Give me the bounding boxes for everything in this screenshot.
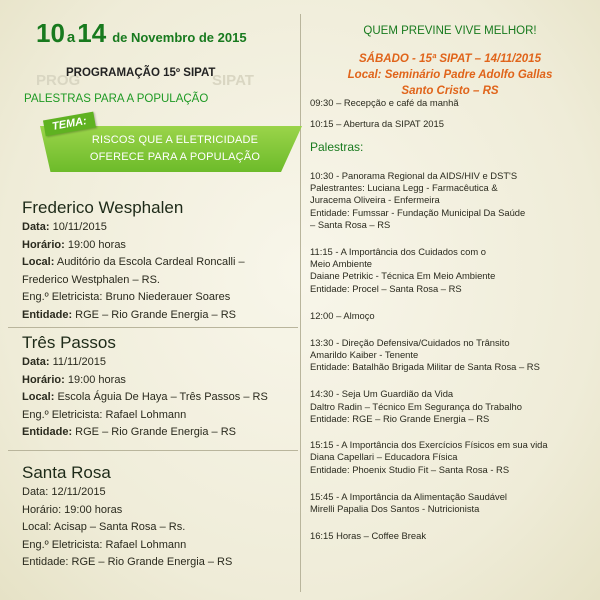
section-divider: [8, 450, 298, 451]
event-date-line: SÁBADO - 15ª SIPAT – 14/11/2015: [359, 53, 541, 65]
event-dates: [36, 18, 247, 49]
city-line: Eng.º Eletricista: Rafael Lohmann: [22, 408, 187, 421]
city-name: Três Passos: [22, 333, 116, 352]
talk-line: Mirelli Papalia Dos Santos - Nutricionista: [310, 503, 480, 514]
talk-line: Amarildo Kaiber - Tenente: [310, 349, 419, 360]
city-block-tres-passos: [22, 333, 294, 442]
talk-line: 13:30 - Direção Defensiva/Cuidados no Trânsito: [310, 337, 510, 348]
talk-line: Entidade: Procel – Santa Rosa – RS: [310, 283, 462, 294]
tema-line-2: OFERECE PARA A POPULAÇÃO: [89, 151, 261, 163]
ghost-text-watermark: PROG: [36, 72, 81, 89]
city-line: Data: 11/11/2015: [22, 356, 106, 368]
talk-line: Juracema Oliveira - Enfermeira: [310, 194, 440, 205]
city-block-frederico: [22, 198, 294, 324]
talk-line: Entidade: Phoenix Studio Fit – Santa Rosa - RS: [310, 464, 510, 475]
city-line: Eng.º Eletricista: Rafael Lohmann: [22, 538, 187, 551]
talk-line: 15:45 - A Importância da Alimentação Saudável: [310, 491, 508, 502]
talk-line: Palestrantes: Luciana Legg - Farmacêutica &: [310, 182, 498, 193]
event-info: [300, 51, 600, 99]
city-line: Data: 10/11/2015: [22, 221, 107, 233]
talk-line: Entidade: RGE – Rio Grande Energia – RS: [310, 413, 490, 424]
talk-line: 16:15 Horas – Coffee Break: [310, 530, 427, 541]
talk-line: 11:15 - A Importância dos Cuidados com o: [310, 246, 486, 257]
talk-line: 15:15 - A Importância dos Exercícios Físicos em sua vida: [310, 439, 548, 450]
palestras-heading: Palestras:: [310, 140, 364, 154]
city-line: Entidade: RGE – Rio Grande Energia – RS: [22, 308, 236, 321]
month-year: de Novembro de 2015: [112, 30, 247, 45]
city-line: Horário: 19:00 horas: [22, 503, 123, 516]
slogan: QUEM PREVINE VIVE MELHOR!: [363, 25, 537, 37]
talk-line: Diana Capellari – Educadora Física: [310, 451, 458, 462]
day-start: 10: [36, 18, 65, 48]
talk-line: Meio Ambiente: [310, 258, 373, 269]
schedule-item: 10:15 – Abertura da SIPAT 2015: [310, 118, 444, 129]
programacao-title: PROGRAMAÇÃO 15º SIPAT: [66, 67, 216, 79]
talk-line: 14:30 - Seja Um Guardião da Vida: [310, 388, 454, 399]
tema-text: [60, 132, 290, 166]
date-connector: a: [66, 29, 76, 46]
ghost-text-watermark-2: SIPAT: [212, 72, 254, 89]
column-divider: [300, 14, 301, 592]
palestras-subtitle: PALESTRAS PARA A POPULAÇÃO: [24, 93, 209, 105]
city-line: Horário: 19:00 horas: [22, 373, 126, 386]
city-line: Entidade: RGE – Rio Grande Energia – RS: [22, 556, 233, 568]
section-divider: [8, 327, 298, 328]
city-line: Eng.º Eletricista: Bruno Niederauer Soares: [22, 291, 231, 303]
city-line: Entidade: RGE – Rio Grande Energia – RS: [22, 426, 236, 438]
talk-line: – Santa Rosa – RS: [310, 219, 391, 230]
talk-line: 10:30 - Panorama Regional da AIDS/HIV e DST'S: [310, 170, 518, 181]
city-line: Local: Escola Águia De Haya – Três Passos – RS: [22, 391, 268, 403]
city-line: Local: Auditório da Escola Cardeal Roncalli –: [22, 256, 245, 268]
city-line: Local: Acisap – Santa Rosa – Rs.: [22, 521, 186, 533]
talk-line: Entidade: Fumssar - Fundação Municipal Da Saúde: [310, 207, 526, 218]
talk-line: Daltro Radin – Técnico Em Segurança do Trabalho: [310, 401, 522, 412]
city-line: Horário: 19:00 horas: [22, 238, 126, 251]
tema-label: TEMA:: [43, 112, 96, 137]
talk-line: 12:00 – Almoço: [310, 310, 375, 321]
talk-line: Entidade: Batalhão Brigada Militar de Santa Rosa – RS: [310, 361, 540, 372]
city-line: Frederico Westphalen – RS.: [22, 273, 160, 286]
city-block-santa-rosa: [22, 463, 294, 572]
day-end: 14: [77, 18, 107, 48]
schedule-item: 09:30 – Recepção e café da manhã: [310, 97, 459, 108]
event-venue-line: Local: Seminário Padre Adolfo Gallas: [347, 69, 553, 81]
city-line: Data: 12/11/2015: [22, 486, 106, 498]
tema-line-1: RISCOS QUE A ELETRICIDADE: [91, 134, 259, 146]
event-city-line: Santo Cristo – RS: [401, 85, 499, 97]
city-name: Santa Rosa: [22, 463, 111, 482]
talk-line: Daiane Petrikic - Técnica Em Meio Ambiente: [310, 270, 496, 281]
city-name: Frederico Wesphalen: [22, 198, 184, 217]
